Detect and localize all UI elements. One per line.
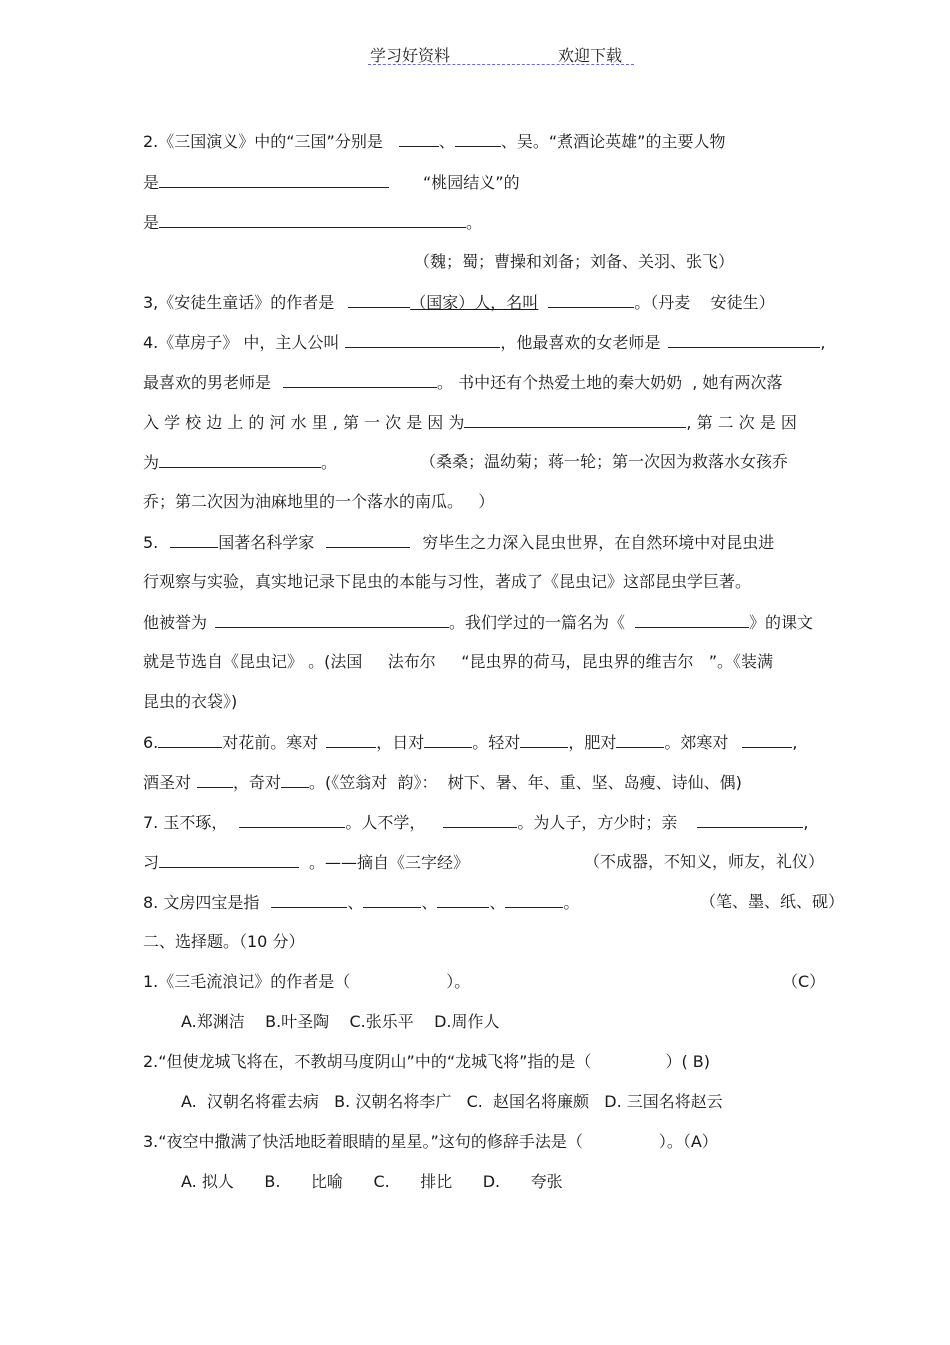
blank xyxy=(159,451,321,468)
question-6-line-2: 酒圣对 ，奇对 。(《笠翁对 韵》： 树下、暑、年、重、坚、岛瘦、诗仙、偶) xyxy=(143,773,742,792)
blank xyxy=(239,811,345,828)
blank xyxy=(158,731,222,748)
blank xyxy=(197,771,233,788)
blank xyxy=(159,171,389,188)
blank xyxy=(271,891,347,908)
mc-question-2: 2.“但使龙城飞将在，不教胡马度阴山”中的“龙城飞将”指的是（ ）( B) xyxy=(143,1052,710,1071)
mc-1-answer: （C） xyxy=(782,972,826,991)
question-4-line-4: 为 。 xyxy=(143,453,338,472)
blank xyxy=(520,731,568,748)
blank xyxy=(616,731,664,748)
blank xyxy=(283,371,437,388)
question-4-answer-1: （桑桑；温幼菊；蒋一轮；第一次因为救落水女孩乔 xyxy=(420,452,789,471)
blank xyxy=(505,891,563,908)
blank xyxy=(326,531,410,548)
mc-2-options: A. 汉朝名将霍去病 B. 汉朝名将李广 C. 赵国名将廉颇 D. 三国名将赵云 xyxy=(181,1092,723,1111)
question-7-line-1: 7. 玉不琢， 。人不学， 。为人子，方少时；亲 , xyxy=(143,813,809,832)
mc-question-3: 3.“夜空中撒满了快活地眨着眼睛的星星。”这句的修辞手法是（ ）。（A） xyxy=(143,1132,718,1151)
mc-1-options: A.郑渊洁 B.叶圣陶 C.张乐平 D.周作人 xyxy=(181,1012,500,1031)
header-divider xyxy=(368,64,634,65)
header-left: 学习好资料 xyxy=(370,46,451,65)
blank xyxy=(697,811,803,828)
mc-3-options: A. 拟人 B. 比喻 C. 排比 D. 夸张 xyxy=(181,1172,563,1191)
question-4-line-2: 最喜欢的男老师是 。 书中还有个热爱土地的秦大奶奶 , 她有两次落 xyxy=(143,373,783,392)
blank xyxy=(464,411,686,428)
blank xyxy=(635,611,749,628)
blank xyxy=(170,531,218,548)
question-4-line-1: 4.《草房子》 中，主人公叫 ，他最喜欢的女老师是 , xyxy=(143,333,826,352)
blank xyxy=(159,211,466,228)
blank xyxy=(437,891,489,908)
question-5-line-5: 昆虫的衣袋》) xyxy=(143,692,238,711)
question-4-answer-2: 乔；第二次因为油麻地里的一个落水的南瓜。 ） xyxy=(143,492,495,511)
question-2-line-1: 2.《三国演义》中的“三国”分别是 、 、吴。“煮酒论英雄”的主要人物 xyxy=(143,132,726,151)
blank xyxy=(345,331,500,348)
question-2-answer: （魏；蜀；曹操和刘备；刘备、关羽、张飞） xyxy=(414,252,735,271)
question-5-line-1: 5. 国著名科学家 穷毕生之力深入昆虫世界，在自然环境中对昆虫进 xyxy=(143,533,775,552)
blank xyxy=(399,130,439,147)
blank xyxy=(348,291,410,308)
blank xyxy=(455,130,501,147)
question-8-answer: （笔、墨、纸、砚） xyxy=(700,892,845,911)
question-8: 8. 文房四宝是指 、 、 、 。 xyxy=(143,893,580,912)
blank xyxy=(215,611,449,628)
blank xyxy=(548,291,634,308)
question-7-answer: （不成器，不知义，师友，礼仪） xyxy=(584,852,825,871)
blank xyxy=(668,331,820,348)
question-5-line-3: 他被誉为 。我们学过的一篇名为《 》的课文 xyxy=(143,613,814,632)
question-6-line-1: 6. 对花前。寒对 ，日对 。轻对 ，肥对 。郊寒对 , xyxy=(143,733,798,752)
question-2-line-3: 是 。 xyxy=(143,213,483,232)
blank xyxy=(326,731,376,748)
blank xyxy=(159,851,299,868)
header-right: 欢迎下载 xyxy=(558,46,623,65)
question-2-line-2: 是 “桃园结义”的 xyxy=(143,173,520,192)
question-5-line-4: 就是节选自《昆虫记》 。(法国 法布尔 “昆虫界的荷马，昆虫界的维吉尔 ”。《装满 xyxy=(143,652,774,671)
blank xyxy=(281,771,309,788)
section-2-title: 二、选择题。（10 分） xyxy=(143,932,305,951)
blank xyxy=(424,731,472,748)
blank xyxy=(443,811,517,828)
question-7-line-2: 习 。——摘自《三字经》 xyxy=(143,853,470,872)
mc-question-1: 1.《三毛流浪记》的作者是（ ）。 xyxy=(143,972,471,991)
question-4-line-3: 入 学 校 边 上 的 河 水 里 , 第 一 次 是 因 为 , 第 二 次 是 因 xyxy=(143,413,797,432)
blank xyxy=(742,731,792,748)
blank xyxy=(363,891,421,908)
question-5-line-2: 行观察与实验，真实地记录下昆虫的本能与习性，著成了《昆虫记》这部昆虫学巨著。 xyxy=(143,572,752,591)
question-3: 3,《安徒生童话》的作者是 （国家）人，名叫 。（丹麦 安徒生） xyxy=(143,293,775,312)
